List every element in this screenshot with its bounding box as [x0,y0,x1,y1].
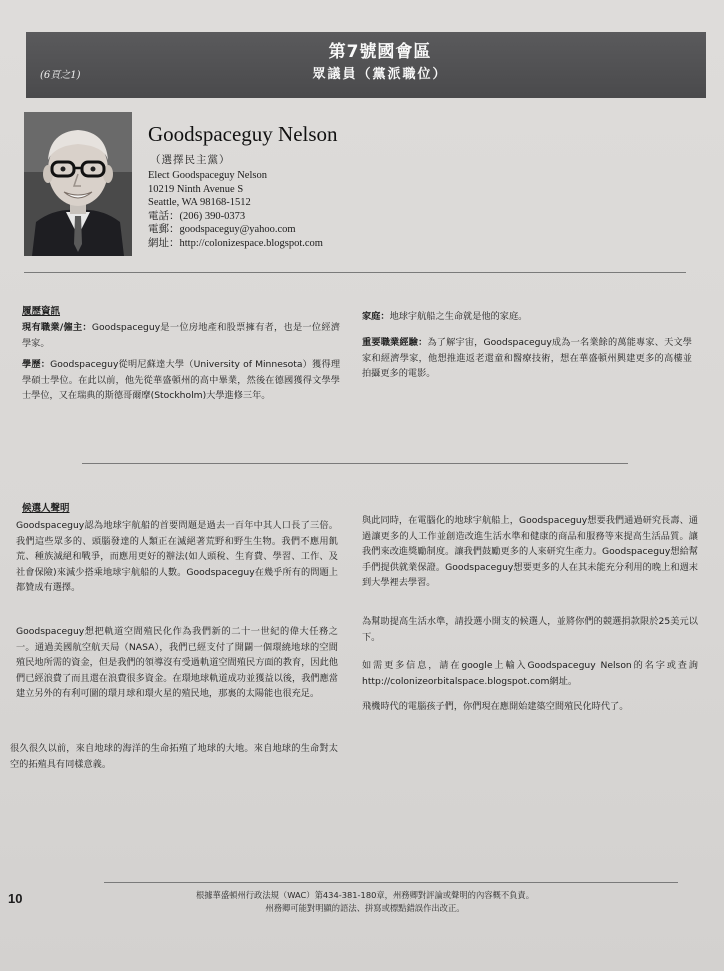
address-line: Elect Goodspaceguy Nelson [148,170,267,181]
statement-paragraph-7: 飛機時代的電腦孩子們，你們現在應開始建築空間殖民化時代了。 [362,701,629,712]
occupation-label: 現有職業/僱主： [22,322,92,333]
district-title: 第7號國會區 [328,42,432,62]
statement-paragraph-2: Goodspaceguy想把軌道空間殖民化作為我們新的二十一世紀的偉大任務之一。通過美國航空航天局（NASA），我們已經支付了開闢一個環繞地球的空間殖民地所需的資金，但是我們的領導沒有受過軌道空間殖民方面的教育，因此他們已經浪費了而且還在浪費很多資金。在環地球軌道成功並獲益以後，我們應當建立另外的有利可圖的環月球和環火星的殖民地，那裏的太陽能也很充足。 [16,626,338,699]
office-title: 眾議員（黨派職位） [312,67,448,82]
candidate-name: Goodspaceguy Nelson [148,122,338,146]
occupation-text: Goodspaceguy是一位房地產和股票擁有者，也是一位經濟學家。 [22,322,340,349]
statement-paragraph-4: 與此同時，在電腦化的地球宇航船上，Goodspaceguy想要我們通過研究長壽、通過讓更多的人工作並創造改進生活水準和健康的商品和服務等來提高生活品質。讓我們來改進獎勵制度。讓我們鼓勵更多的人來研究生產力。Goodspaceguy想給幫手們提供就業保證。Goodspaceguy想要更多的人在其未能充分利用的晚上和週末到大學裡去學習。 [362,515,698,588]
bio-heading: 履歷資訊 [22,306,61,317]
candidate-photo [24,112,132,256]
statement-paragraph-1: Goodspaceguy認為地球宇航船的首要問題是過去一百年中其人口長了三倍。我們這些眾多的、頭腦發達的人類正在滅絕著荒野和野生生物。我們不應用飢荒、種族滅絕和戰爭，而應用更好的辦法(如人頭稅、生育費、學習、工作、及社會保險)來減少搭乘地球宇航船的人數。Goodspaceguy在幾乎所有的問題上都贊成有選擇。 [16,520,338,593]
statement-heading: 候選人聲明 [22,503,70,514]
candidate-party: （選擇民主黨） [150,154,231,166]
family-paragraph [362,309,692,325]
footer-line-1: 根據華盛頓州行政法規（WAC）第434-381-180章，州務卿對評論或聲明的內容概不負責。 [195,890,535,900]
divider-middle [82,463,628,464]
address-line: 10219 Ninth Avenue S [148,183,244,195]
divider-footer [104,882,678,883]
page-number: 10 [8,891,23,906]
experience-text: 為了解宇宙，Goodspaceguy成為一名業餘的萬能專家、天文學家和經濟學家，他想推進返老還童和醫療技術，想在華盛頓州興建更多的高樓並拍攝更多的電影。 [362,337,692,379]
experience-label: 重要職業經驗： [362,337,428,348]
education-label: 學歷： [22,359,51,370]
experience-paragraph [362,335,692,382]
website-line: 網址：http://colonizespace.blogspot.com [148,237,323,249]
statement-paragraph-5: 為幫助提高生活水準，請投選小開支的候選人，並將你們的競選捐款限於25美元以下。 [362,616,698,643]
email-line: 電郵：goodspaceguy@yahoo.com [148,224,296,236]
divider-top [24,272,686,273]
occupation-paragraph [22,320,340,351]
statement-paragraph-6: 如需更多信息，請在google上輸入Goodspaceguy Nelson的名字或查詢http://colonizeorbitalspace.blogspot.com網址。 [362,660,698,687]
footer-disclaimer [110,889,620,915]
footer-line-2: 州務卿可能對明顯的語法、拼寫或標點錯誤作出改正。 [265,903,465,913]
statement-paragraph-3: 很久很久以前，來自地球的海洋的生命拓殖了地球的大地。來自地球的生命對太空的拓殖具有同樣意義。 [10,743,338,770]
address-line: Seattle, WA 98168-1512 [148,197,251,209]
contact-block [148,169,323,251]
education-paragraph [22,357,340,404]
phone-line: 電話：(206) 390-0373 [148,210,246,222]
family-label: 家庭： [362,311,390,322]
education-text: Goodspaceguy從明尼蘇達大學（University of Minnesota）獲得理學碩士學位。在此以前，他先從華盛頓州的高中畢業，然後在德國獲得文學學士學位，又在瑞典的斯德哥爾摩(Stockholm)大學進修三年。 [22,359,341,401]
portrait-illustration [24,112,132,256]
family-text: 地球宇航船之生命就是他的家庭。 [389,311,528,322]
page-tag: (6頁之1) [40,70,81,81]
